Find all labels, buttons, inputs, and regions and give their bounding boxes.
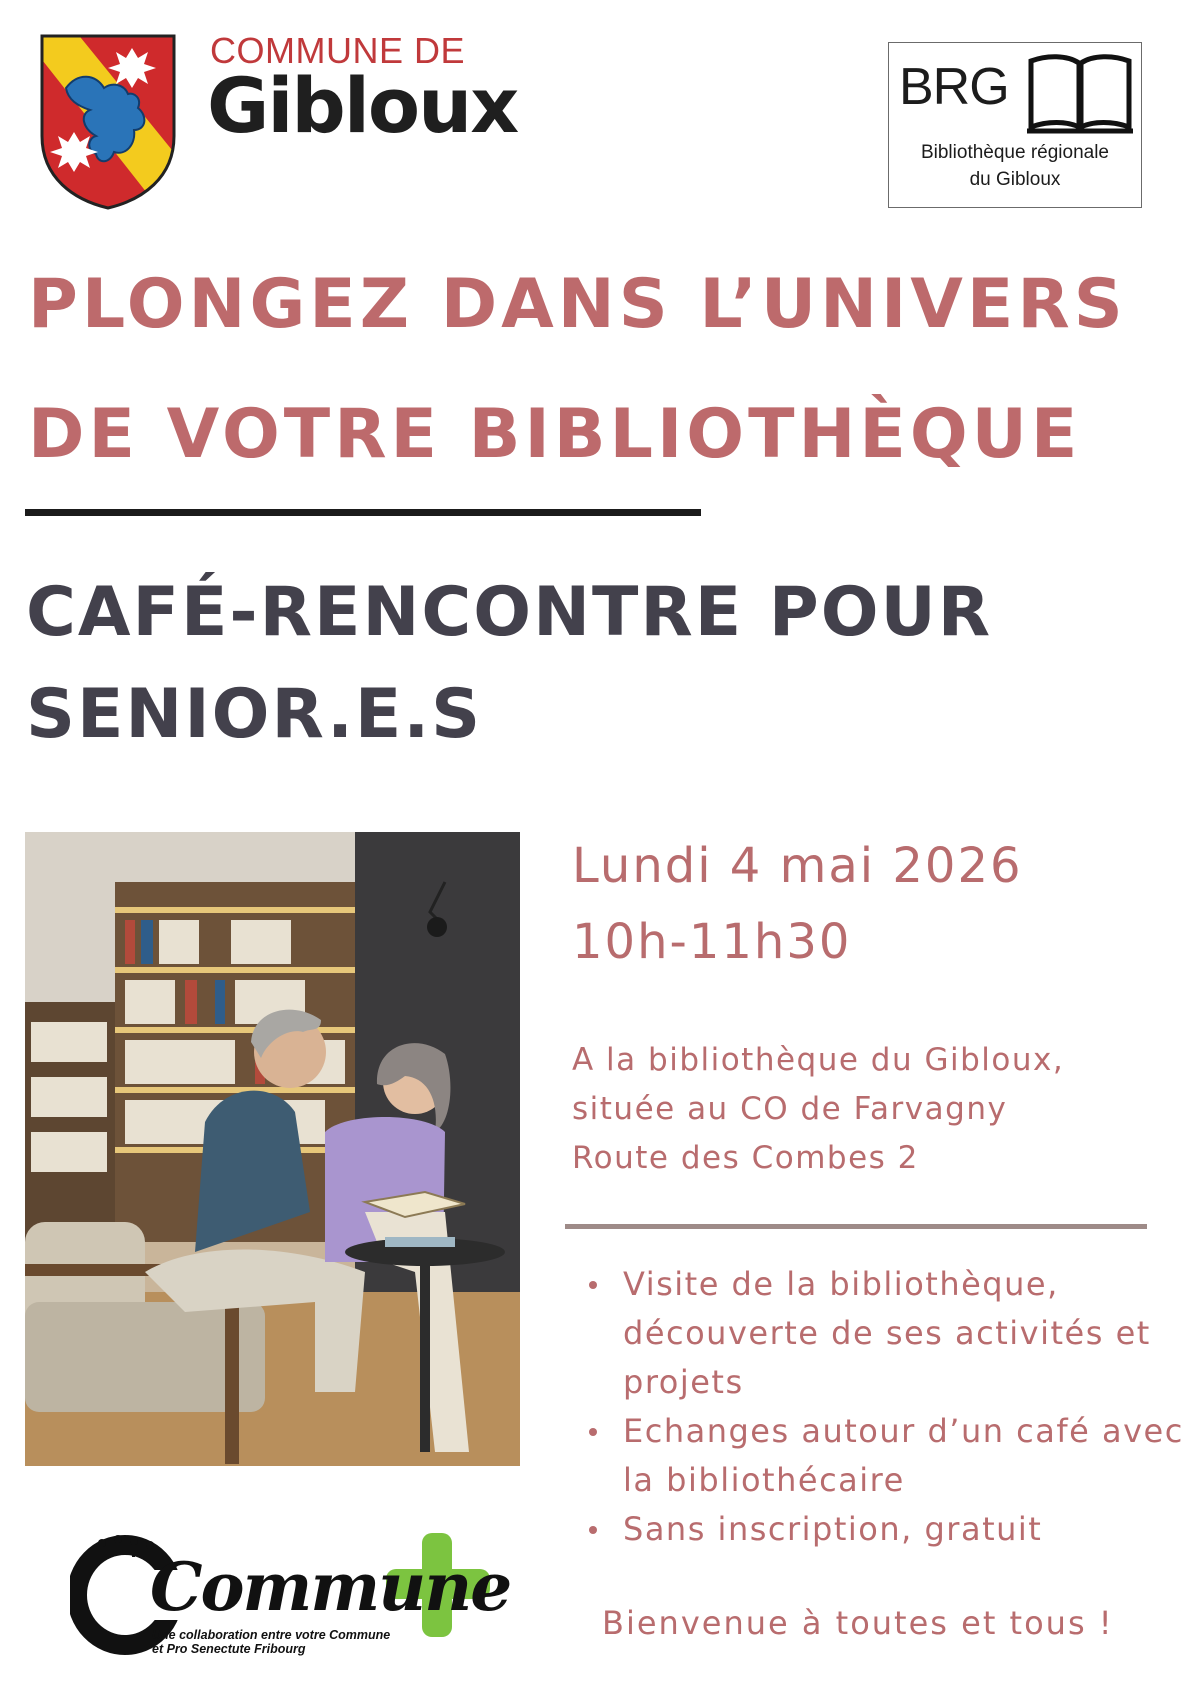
commune-label: COMMUNE DE <box>210 30 465 71</box>
event-location <box>572 1036 1172 1183</box>
headline-divider <box>25 509 701 516</box>
library-logo <box>888 42 1142 208</box>
event-date: Lundi 4 mai 2026 <box>572 838 1023 894</box>
library-logo-text: BRG <box>899 58 1009 116</box>
location-line2: située au CO de Farvagny <box>572 1091 1008 1127</box>
commune-name: Gibloux <box>207 61 518 150</box>
library-name-line2: du Gibloux <box>969 169 1061 190</box>
program-list <box>585 1260 1200 1554</box>
location-line1: A la bibliothèque du Gibloux, <box>572 1042 1065 1078</box>
commune-plus-wordmark: Commune <box>150 1548 511 1626</box>
library-name-line1: Bibliothèque régionale <box>920 142 1110 163</box>
headline <box>28 240 1188 500</box>
headline-line1: PLONGEZ DANS L’UNIVERS <box>28 265 1127 344</box>
event-time: 10h-11h30 <box>572 914 852 970</box>
list-item: Sans inscription, gratuit <box>623 1505 1200 1554</box>
section-divider <box>565 1224 1147 1229</box>
seniors-reading-photo <box>25 832 520 1466</box>
event-title-line2: SENIOR.E.S <box>26 675 483 754</box>
tagline-line1: Une collaboration entre votre Commune <box>152 1628 391 1642</box>
location-line3: Route des Combes 2 <box>572 1140 919 1176</box>
event-title <box>26 562 1186 766</box>
commune-coat-of-arms <box>38 32 178 210</box>
open-book-icon <box>1027 51 1133 135</box>
welcome-message: Bienvenue à toutes et tous ! <box>602 1604 1114 1642</box>
list-item: Visite de la bibliothèque, découverte de ses activités et projets <box>623 1260 1200 1407</box>
commune-plus-tagline <box>152 1628 390 1656</box>
list-item: Echanges autour d’un café avec la bibliothécaire <box>623 1407 1200 1505</box>
tagline-line2: et Pro Senectute Fribourg <box>152 1642 306 1656</box>
headline-line2: DE VOTRE BIBLIOTHÈQUE <box>28 395 1082 474</box>
library-name <box>889 139 1141 193</box>
event-title-line1: CAFÉ-RENCONTRE POUR <box>26 573 993 652</box>
